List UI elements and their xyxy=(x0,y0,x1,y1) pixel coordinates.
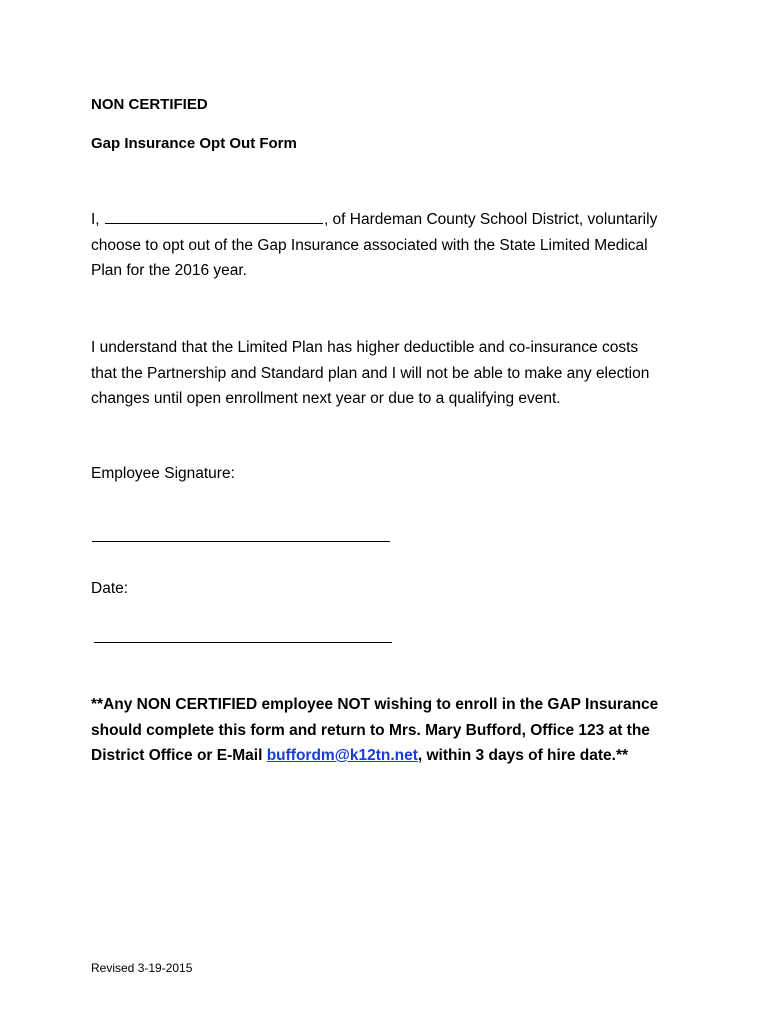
acknowledgement-line-3: changes until open enrollment next year or due to a qualifying event. xyxy=(91,390,561,407)
statement-line-2: choose to opt out of the Gap Insurance associated with the State Limited Medical xyxy=(91,236,648,254)
signature-label: Employee Signature: xyxy=(91,465,235,482)
opt-out-statement xyxy=(91,207,691,284)
acknowledgement-line-1: I understand that the Limited Plan has higher deductible and co-insurance costs xyxy=(91,339,639,356)
email-link[interactable]: buffordm@k12tn.net xyxy=(266,747,418,764)
employee-name-blank[interactable] xyxy=(105,209,323,224)
acknowledgement-line-2: that the Partnership and Standard plan and I will not be able to make any election xyxy=(91,364,650,382)
date-label: Date: xyxy=(91,580,129,597)
notice-line-2: should complete this form and return to Mrs. Mary Bufford, Office 123 at the xyxy=(91,721,650,739)
date-line[interactable] xyxy=(94,642,392,643)
form-category-heading: NON CERTIFIED xyxy=(91,96,208,113)
signature-line[interactable] xyxy=(92,541,390,542)
statement-suffix: , of Hardeman County School District, voluntarily xyxy=(323,211,658,228)
notice-line-3-prefix: District Office or E-Mail xyxy=(91,747,267,764)
submission-notice xyxy=(91,692,731,769)
form-title: Gap Insurance Opt Out Form xyxy=(91,135,297,152)
statement-line-3: Plan for the 2016 year. xyxy=(91,262,247,279)
revision-date: Revised 3-19-2015 xyxy=(91,961,193,975)
statement-prefix: I, xyxy=(91,211,100,228)
acknowledgement-paragraph xyxy=(91,335,691,412)
notice-line-1: **Any NON CERTIFIED employee NOT wishing to enroll in the GAP Insurance xyxy=(91,696,659,713)
notice-line-3-suffix: , within 3 days of hire date.** xyxy=(417,747,629,764)
statement-line-1 xyxy=(91,207,691,233)
notice-line-3 xyxy=(91,743,731,769)
